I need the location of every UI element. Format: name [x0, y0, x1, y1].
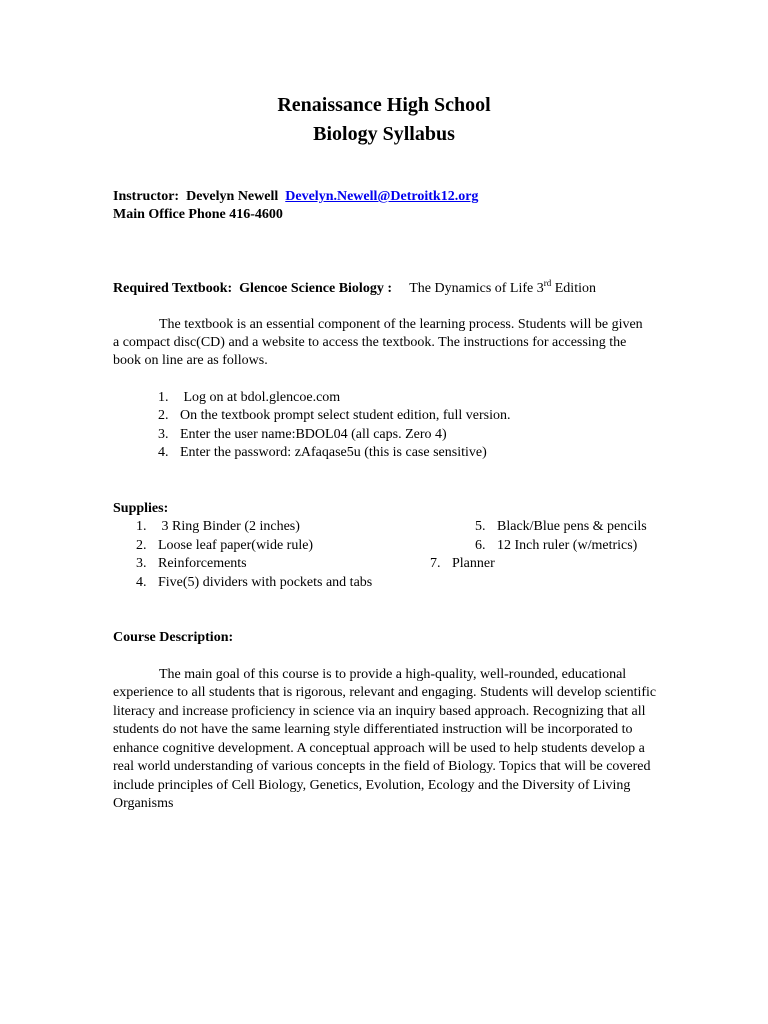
textbook-intro-line-3: book on line are as follows. — [113, 353, 268, 368]
supply-text: Loose leaf paper(wide rule) — [158, 538, 314, 553]
textbook-subtitle-edition: Edition — [551, 281, 596, 296]
list-item — [136, 574, 372, 593]
textbook-title: Glencoe Science Biology : — [239, 281, 392, 296]
description-line: enhance cognitive development. A conceptual approach will be used to help students develop a — [113, 741, 645, 756]
course-title: Biology Syllabus — [313, 123, 455, 145]
intro-text-1: The textbook is an essential component of the learning process. Students will be given — [159, 317, 643, 332]
supply-text: 12 Inch ruler (w/metrics) — [497, 538, 638, 553]
list-item — [136, 518, 300, 537]
office-phone: Main Office Phone 416-4600 — [113, 207, 283, 222]
textbook-intro-line-2: a compact disc(CD) and a website to access the textbook. The instructions for accessing the — [113, 335, 627, 350]
instructor-label: Instructor: — [113, 189, 180, 204]
supply-text: Reinforcements — [158, 556, 247, 571]
textbook-line — [113, 280, 596, 299]
supply-number: 4. — [136, 575, 147, 590]
instructor-line — [113, 188, 478, 207]
step-text: On the textbook prompt select student edition, full version. — [180, 408, 511, 423]
supply-number: 5. — [475, 519, 486, 534]
step-text: Log on at bdol.glencoe.com — [180, 390, 341, 405]
list-item — [475, 518, 647, 537]
step-number: 2. — [158, 408, 169, 423]
list-item — [158, 444, 487, 463]
supply-number: 1. — [136, 519, 147, 534]
course-description-heading: Course Description: — [113, 630, 234, 645]
step-text: Enter the user name:BDOL04 (all caps. Zero 4) — [180, 427, 447, 442]
instructor-email-link[interactable]: Develyn.Newell@Detroitk12.org — [285, 189, 479, 204]
list-item — [136, 537, 313, 556]
supply-number: 2. — [136, 538, 147, 553]
textbook-label: Required Textbook: — [113, 281, 233, 296]
description-line: Organisms — [113, 796, 174, 811]
supply-number: 7. — [430, 556, 441, 571]
list-item — [136, 555, 247, 574]
supply-text: Five(5) dividers with pockets and tabs — [158, 575, 373, 590]
description-line: literacy and increase proficiency in science via an inquiry based approach. Recognizing that all — [113, 704, 646, 719]
textbook-intro-line-1 — [113, 316, 643, 335]
supply-text: Planner — [452, 556, 495, 571]
instructor-name: Develyn Newell — [186, 189, 279, 204]
description-line: include principles of Cell Biology, Genetics, Evolution, Ecology and the Diversity of Living — [113, 778, 631, 793]
textbook-subtitle-text: The Dynamics of Life 3 — [409, 281, 544, 296]
list-item — [430, 555, 495, 574]
step-number: 4. — [158, 445, 169, 460]
description-line: real world understanding of various concepts in the field of Biology. Topics that will be covered — [113, 759, 651, 774]
list-item — [475, 537, 637, 556]
step-text: Enter the password: zAfaqase5u (this is case sensitive) — [180, 445, 487, 460]
textbook-subtitle — [409, 278, 596, 296]
list-item — [158, 389, 340, 408]
school-title: Renaissance High School — [277, 94, 491, 116]
list-item — [158, 426, 447, 445]
supplies-heading: Supplies: — [113, 501, 169, 516]
supply-text: 3 Ring Binder (2 inches) — [158, 519, 300, 534]
list-item — [158, 407, 511, 426]
supply-text: Black/Blue pens & pencils — [497, 519, 647, 534]
supply-number: 3. — [136, 556, 147, 571]
description-text: The main goal of this course is to provide a high-quality, well-rounded, educational — [159, 667, 627, 682]
edition-superscript: rd — [543, 278, 552, 288]
description-line: experience to all students that is rigorous, relevant and engaging. Students will develop scientific — [113, 685, 657, 700]
step-number: 1. — [158, 390, 169, 405]
description-line — [113, 666, 626, 685]
supply-number: 6. — [475, 538, 486, 553]
step-number: 3. — [158, 427, 169, 442]
description-line: students do not have the same learning style differentiated instruction will be incorporated to — [113, 722, 633, 737]
